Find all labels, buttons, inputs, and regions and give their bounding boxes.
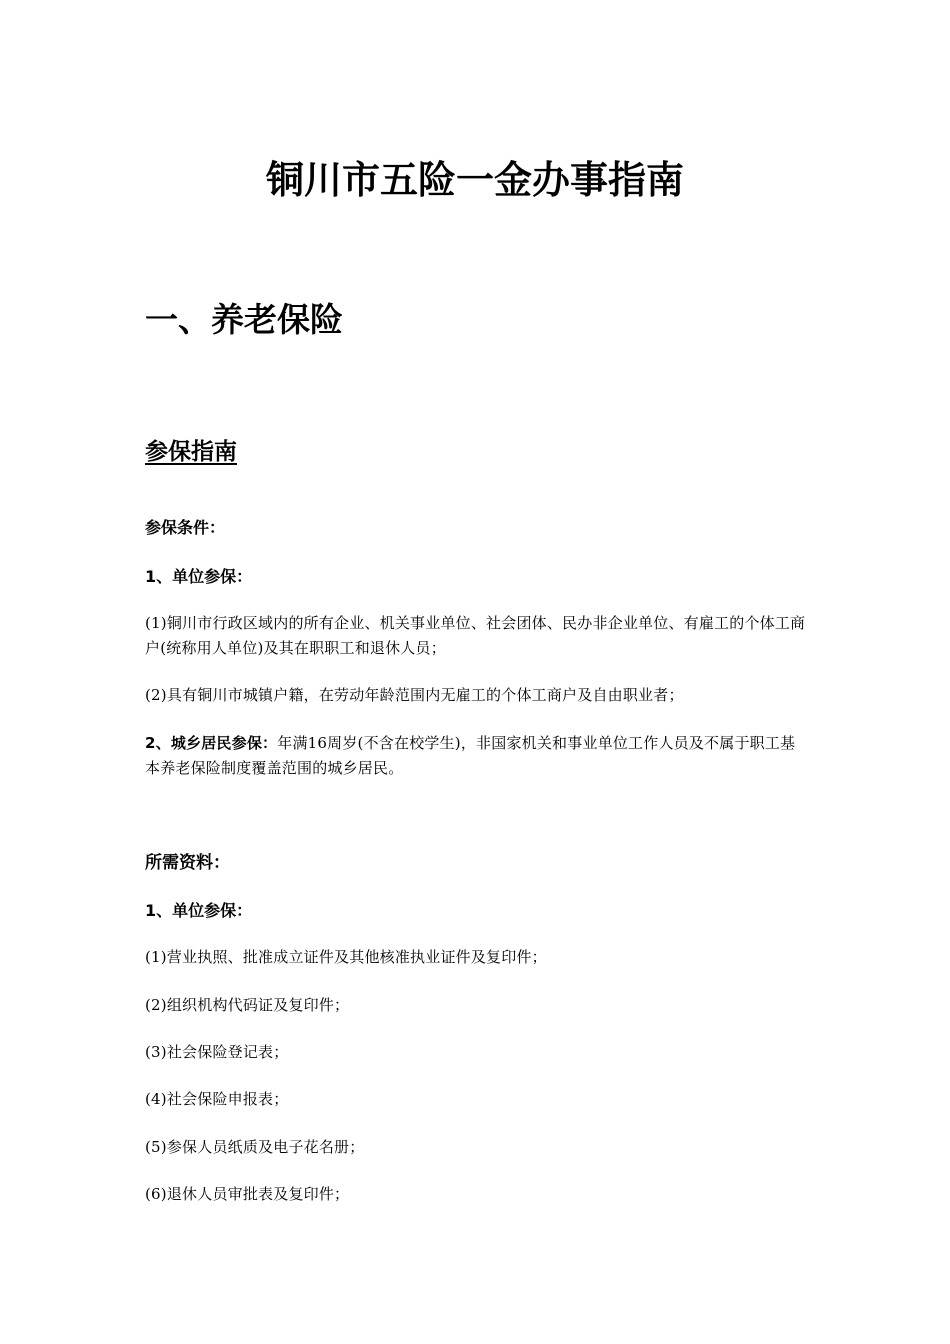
materials-unit-label: 1、单位参保：	[145, 901, 253, 920]
materials-unit-item: (3)社会保险登记表；	[145, 1043, 289, 1061]
materials-unit-item: (6)退休人员审批表及复印件；	[145, 1185, 350, 1203]
materials-unit-item: (2)组织机构代码证及复印件；	[145, 996, 350, 1014]
conditions-resident-paragraph	[145, 731, 810, 781]
conditions-heading: 参保条件：	[145, 518, 226, 537]
materials-unit-item: (5)参保人员纸质及电子花名册；	[145, 1138, 365, 1156]
document-title: 铜川市五险一金办事指南	[265, 158, 684, 202]
conditions-unit-item: (1)铜川市行政区域内的所有企业、机关事业单位、社会团体、民办非企业单位、有雇工的个体工商户(统称用人单位)及其在职职工和退休人员；	[145, 614, 806, 657]
materials-heading: 所需资料：	[145, 853, 230, 873]
conditions-resident-text: 年满16周岁(不含在校学生)，非国家机关和事业单位工作人员及不属于职工基本养老保险制度覆盖范围的城乡居民。	[145, 734, 796, 777]
conditions-resident-label: 2、城乡居民参保：	[145, 734, 278, 752]
materials-unit-item: (1)营业执照、批准成立证件及其他核准执业证件及复印件；	[145, 948, 547, 966]
subsection-heading-guide: 参保指南	[145, 439, 237, 465]
conditions-unit-item: (2)具有铜川市城镇户籍，在劳动年龄范围内无雇工的个体工商户及自由职业者；	[145, 686, 684, 704]
section-heading-pension: 一、养老保险	[145, 300, 343, 339]
materials-unit-item: (4)社会保险申报表；	[145, 1090, 289, 1108]
conditions-unit-label: 1、单位参保：	[145, 567, 253, 586]
